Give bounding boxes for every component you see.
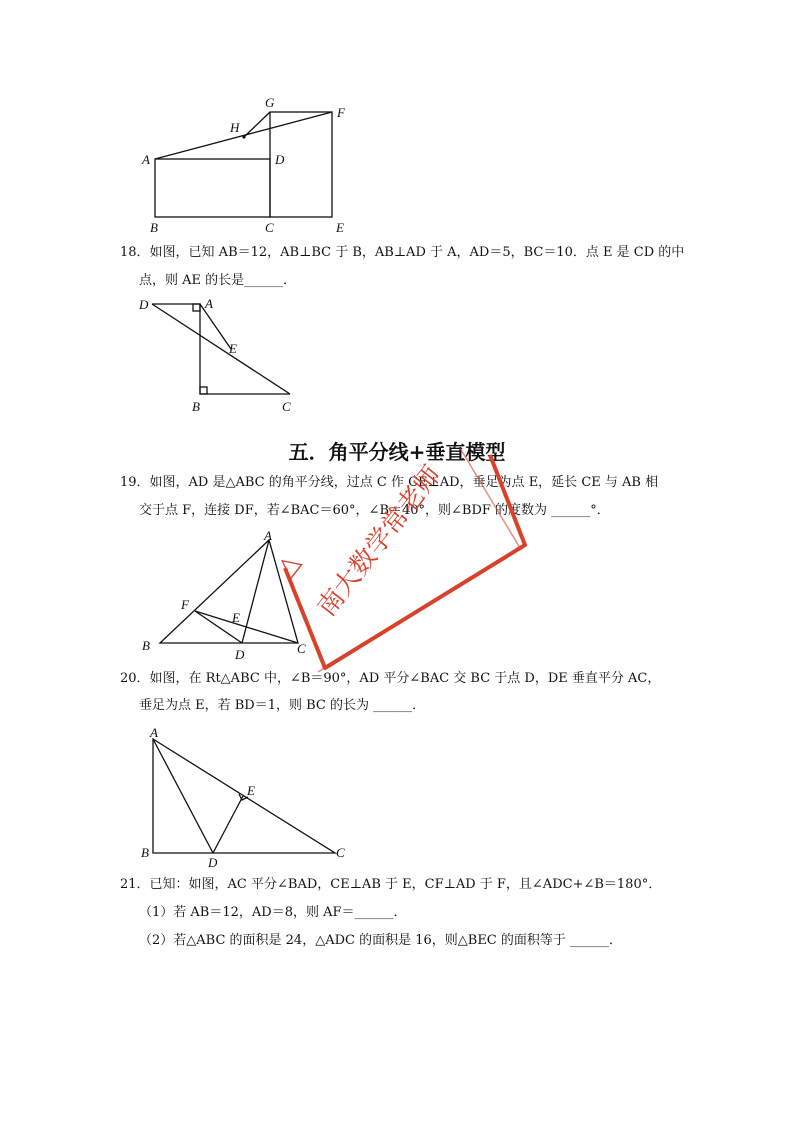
- label-e: E: [247, 783, 255, 798]
- label-f: F: [181, 597, 189, 612]
- label-e: E: [336, 220, 344, 235]
- label-d: D: [275, 152, 285, 167]
- label-b: B: [192, 399, 200, 414]
- segment-de: [213, 796, 243, 853]
- triangle-abc: [153, 739, 335, 853]
- figure-20: [135, 725, 355, 870]
- segment-dc: [152, 304, 290, 394]
- segment-gh: [244, 112, 270, 137]
- rectangle-abcd: [155, 159, 270, 217]
- label-d: D: [235, 647, 245, 662]
- segment-fc: [195, 611, 298, 643]
- question-20-line1: 20．如图，在 Rt△ABC 中，∠B＝90°，AD 平分∠BAC 交 BC 于点 D，DE 垂直平分 AC，: [120, 671, 661, 686]
- label-c: C: [336, 845, 345, 860]
- question-18-line2: 点，则 AE 的长是______．: [139, 273, 297, 288]
- question-19-line2: 交于点 F，连接 DF，若∠BAC＝60°，∠B＝40°，则∠BDF 的度数为 ______°．: [139, 503, 610, 518]
- label-d: D: [208, 855, 218, 870]
- question-21-part2: （2）若△ABC 的面积是 24，△ADC 的面积是 16，则△BEC 的面积等于 ______．: [139, 933, 623, 948]
- right-angle-a: [193, 304, 200, 311]
- section-title: 五．角平分线+垂直模型: [288, 440, 506, 464]
- label-b: B: [141, 845, 149, 860]
- label-d: D: [139, 297, 149, 312]
- figure-18: [135, 292, 315, 417]
- label-b: B: [142, 638, 150, 653]
- label-a: A: [150, 725, 158, 740]
- question-21-part1: （1）若 AB＝12，AD＝8，则 AF＝______．: [139, 905, 407, 920]
- question-19-line1: 19．如图，AD 是△ABC 的角平分线，过点 C 作 CE⊥AD，垂足为点 E，延长 CE 与 AB 相: [120, 475, 659, 490]
- label-a: A: [264, 528, 272, 543]
- label-f: F: [337, 105, 345, 120]
- figure-19: [135, 528, 325, 663]
- question-21-line1: 21．已知：如图，AC 平分∠BAD，CE⊥AB 于 E，CF⊥AD 于 F，且∠ADC+∠B＝180°．: [120, 877, 662, 892]
- question-20-line2: 垂足为点 E，若 BD＝1，则 BC 的长为 ______．: [139, 698, 426, 713]
- label-a: A: [142, 152, 150, 167]
- label-a: A: [205, 296, 213, 311]
- watermark-text: 南大数学常老师: [311, 460, 448, 623]
- triangle-abc: [160, 540, 298, 643]
- label-b: B: [150, 220, 158, 235]
- label-e: E: [232, 610, 240, 625]
- label-c: C: [265, 220, 274, 235]
- segment-ad: [153, 739, 213, 853]
- label-g: G: [265, 95, 275, 110]
- right-angle-b: [200, 387, 207, 394]
- segment-ad: [242, 540, 269, 643]
- figure-17: [130, 95, 370, 240]
- question-18-line1: 18．如图，已知 AB＝12，AB⊥BC 于 B，AB⊥AD 于 A，AD＝5，BC＝10．点 E 是 CD 的中: [120, 245, 685, 260]
- label-h: H: [230, 120, 240, 135]
- label-c: C: [297, 641, 306, 656]
- label-e: E: [229, 341, 237, 356]
- svg-text:△: △: [269, 548, 306, 583]
- label-c: C: [282, 399, 291, 414]
